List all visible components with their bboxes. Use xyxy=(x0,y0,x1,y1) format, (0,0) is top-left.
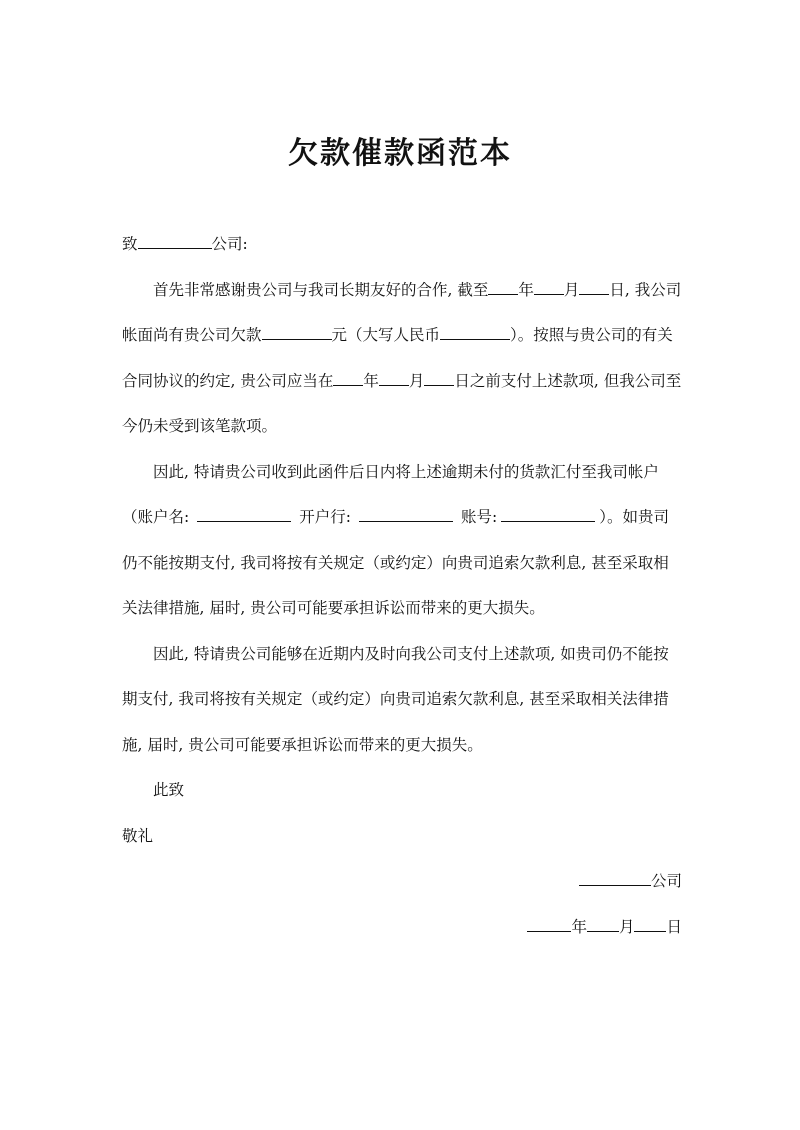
para1-text-2: 年 xyxy=(518,280,534,299)
sign-month-label: 月 xyxy=(618,917,635,936)
para1-text-7: 年 xyxy=(363,371,379,390)
signature-date xyxy=(122,905,682,951)
blank-day xyxy=(579,280,609,295)
paragraph-2 xyxy=(122,450,682,632)
salutation-prefix: 致 xyxy=(122,235,138,253)
closing-2: 敬礼 xyxy=(122,826,154,845)
letter-body xyxy=(122,222,682,950)
blank-year xyxy=(488,280,518,295)
blank-signature-company xyxy=(579,871,651,886)
blank-sign-year xyxy=(527,917,571,932)
closing-1: 此致 xyxy=(153,781,185,799)
blank-due-month xyxy=(379,371,409,386)
blank-account-name xyxy=(197,507,291,522)
signature-company xyxy=(122,859,682,905)
para1-text-6: ）。按照与贵公司的有关合同协议的约定, 贵公司应当在 xyxy=(122,326,673,390)
para1-text-3: 月 xyxy=(563,280,580,299)
para1-text-4: 日, 我公司帐面尚有贵公司欠款 xyxy=(122,280,682,344)
sign-year-label: 年 xyxy=(571,917,587,936)
sign-day-label: 日 xyxy=(666,917,682,936)
paragraph-3: 因此, 特请贵公司能够在近期内及时向我公司支付上述款项, 如贵司仍不能按期支付, 我司将按有关规定（或约定）向贵司追索欠款利息, 甚至采取相关法律措施, 届时, 贵公司可能要承担诉讼而带来的更大损失。 xyxy=(122,644,669,754)
para2-text-2: 开户行: xyxy=(299,508,351,526)
blank-amount xyxy=(262,325,332,340)
blank-due-day xyxy=(424,371,454,386)
blank-account-number xyxy=(501,507,595,522)
blank-due-year xyxy=(333,371,363,386)
para2-text-3: 账号: xyxy=(460,508,498,526)
para1-text-1: 首先非常感谢贵公司与我司长期友好的合作, 截至 xyxy=(153,280,489,299)
salutation-suffix: 公司: xyxy=(211,235,248,253)
signature-company-label: 公司 xyxy=(650,872,682,890)
para1-text-5: 元（大写人民币 xyxy=(331,326,441,344)
salutation xyxy=(122,222,682,268)
para1-text-9: 日之前支付上述款项, 但我公司至今仍未受到该笔款项。 xyxy=(122,371,682,435)
blank-amount-words xyxy=(440,325,510,340)
paragraph-1 xyxy=(122,268,682,450)
blank-month xyxy=(534,280,564,295)
blank-bank xyxy=(359,507,453,522)
document-title: 欠款催款函范本 xyxy=(288,136,512,171)
para1-text-8: 月 xyxy=(408,371,425,390)
blank-sign-day xyxy=(634,917,666,932)
blank-sign-month xyxy=(587,917,619,932)
para2-text-4: ）。如贵司仍不能按期支付, 我司将按有关规定（或约定）向贵司追索欠款利息, 甚至采取相关法律措施, 届时, 贵公司可能要承担诉讼而带来的更大损失。 xyxy=(122,508,669,617)
blank-company xyxy=(138,234,212,249)
para2-text-1: 因此, 特请贵公司收到此函件后日内将上述逾期未付的货款汇付至我司帐户（账户名: xyxy=(122,462,659,526)
